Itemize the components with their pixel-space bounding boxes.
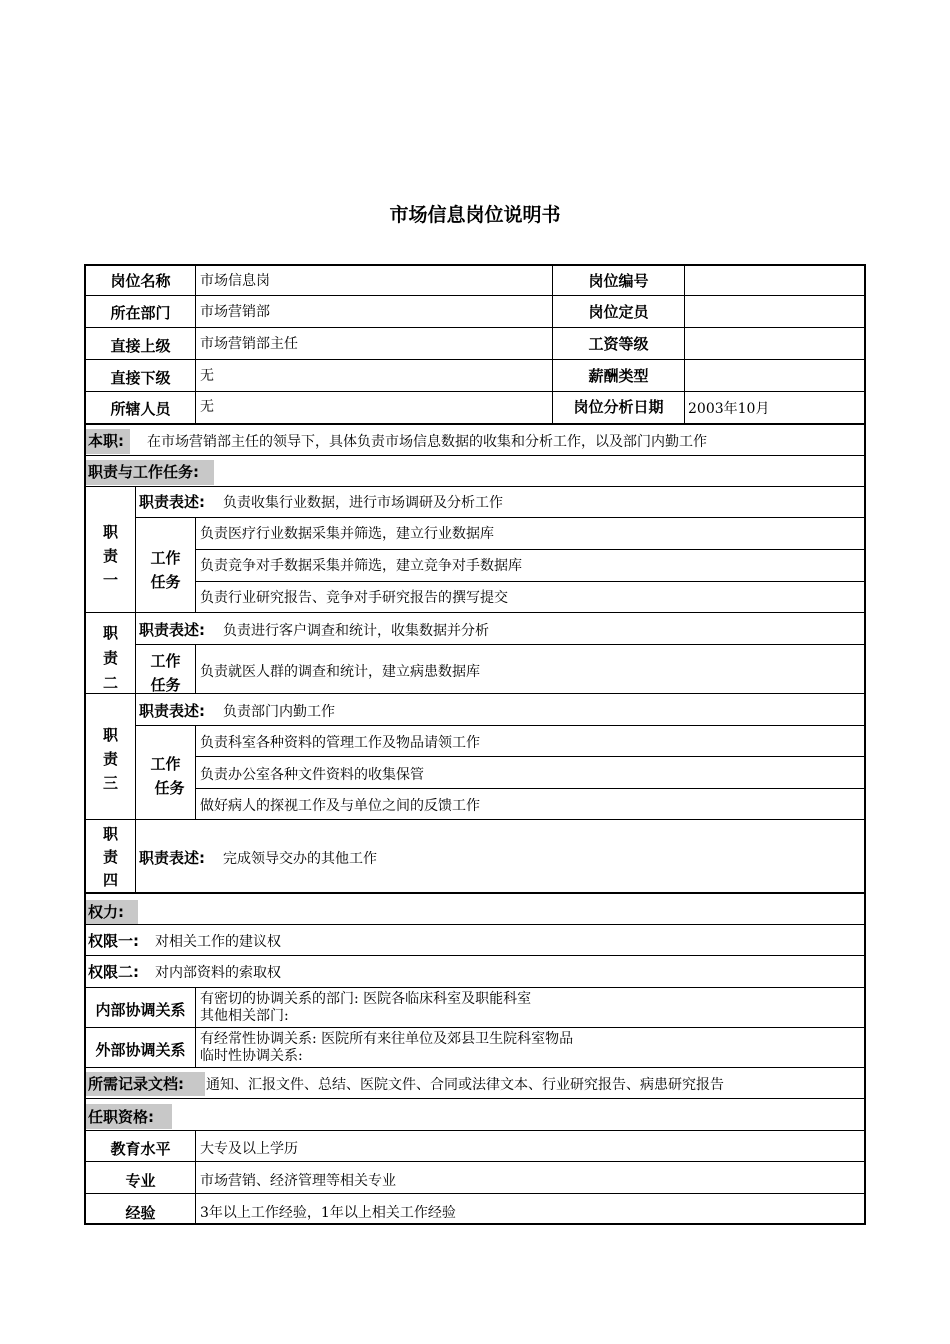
dept-label: 所在部门 [110,304,171,322]
row-divider [84,1067,866,1068]
duty-3-task: 负责办公室各种文件资料的收集保管 [200,767,424,783]
analysis-date-value: 2003年10月 [688,401,770,417]
authority-1-text: 对相关工作的建议权 [155,934,281,950]
duty-3-task: 负责科室各种资料的管理工作及物品请领工作 [200,735,480,751]
experience-label: 经验 [125,1204,156,1222]
row-divider [195,788,866,789]
staff-label: 所辖人员 [110,400,171,418]
position-no-label: 岗位编号 [588,272,649,290]
internal-coordination-line: 其他相关部门: [200,1008,289,1024]
position-name-label: 岗位名称 [110,272,171,290]
education-label: 教育水平 [110,1140,171,1158]
authority-2-text: 对内部资料的索取权 [155,965,281,981]
records-text: 通知、汇报文件、总结、医院文件、合同或法律文本、行业研究报告、病患研究报告 [206,1077,724,1093]
row-divider [195,549,866,550]
dept-value: 市场营销部 [200,304,270,320]
row-divider [84,1098,866,1099]
duty-2-label: 职 责 二 [102,624,118,692]
row-divider [195,756,866,757]
row-divider [84,423,866,425]
external-coordination-line: 临时性协调关系: [200,1048,303,1064]
analysis-date-label: 岗位分析日期 [573,398,664,416]
subordinate-label: 直接下级 [110,369,171,387]
col-divider [195,644,196,694]
duty-1-label: 职 责 一 [102,523,118,589]
table-right-border [864,264,866,1225]
internal-coordination-line: 有密切的协调关系的部门: 医院各临床科室及职能科室 [200,991,532,1007]
table-top-border [84,264,866,266]
duty-2-statement: 负责进行客户调查和统计，收集数据并分析 [223,623,489,639]
external-coordination-label: 外部协调关系 [95,1041,186,1059]
duty-4-label: 职 责 四 [102,825,118,889]
row-divider [84,1161,866,1162]
col-divider [195,517,196,613]
col-divider [684,264,685,424]
duty-2-statement-label: 职责表述: [139,621,205,639]
salary-grade-label: 工资等级 [588,335,649,353]
row-divider [84,1130,866,1131]
row-divider [84,612,866,613]
row-divider [135,725,866,726]
row-divider [195,581,866,582]
staff-value: 无 [200,399,214,415]
duty-1-task: 负责竞争对手数据采集并筛选，建立竞争对手数据库 [200,558,522,574]
duty-3-statement: 负责部门内勤工作 [223,704,335,720]
col-divider [195,725,196,820]
major-value: 市场营销、经济管理等相关专业 [200,1173,396,1189]
row-divider [84,455,866,456]
row-divider [135,517,866,518]
duty-1-statement-label: 职责表述: [139,493,205,511]
duty-3-task-label: 工作 任务 [150,755,185,797]
quota-label: 岗位定员 [588,303,649,321]
duty-1-task: 负责行业研究报告、竞争对手研究报告的撰写提交 [200,590,508,606]
duty-summary-label: 本职: [88,432,124,450]
major-label: 专业 [125,1172,156,1190]
duty-4-statement: 完成领导交办的其他工作 [223,851,377,867]
duty-3-label: 职 责 三 [102,726,118,792]
records-label: 所需记录文档: [88,1075,184,1093]
table-bottom-border [84,1223,866,1225]
row-divider [84,295,866,296]
duty-1-statement: 负责收集行业数据，进行市场调研及分析工作 [223,495,503,511]
duty-1-task-label: 工作 任务 [150,549,181,591]
row-divider [84,892,866,894]
subordinate-value: 无 [200,368,214,384]
duty-3-task: 做好病人的探视工作及与单位之间的反馈工作 [200,798,480,814]
col-divider [195,264,196,424]
row-divider [84,1027,866,1028]
external-coordination-line: 有经常性协调关系: 医院所有来往单位及郊县卫生院科室物品 [200,1031,574,1047]
row-divider [135,644,866,645]
row-divider [84,955,866,956]
pay-type-label: 薪酬类型 [588,367,649,385]
duty-4-statement-label: 职责表述: [139,849,205,867]
duty-summary-text: 在市场营销部主任的领导下，具体负责市场信息数据的收集和分析工作，以及部门内勤工作 [147,434,707,450]
authority-1-label: 权限一: [88,932,139,950]
row-divider [84,693,866,694]
duties-header: 职责与工作任务: [88,463,199,481]
row-divider [84,327,866,328]
qualification-header: 任职资格: [88,1108,154,1126]
position-name-value: 市场信息岗 [200,273,270,289]
document-title: 市场信息岗位说明书 [389,204,561,226]
authority-2-label: 权限二: [88,963,139,981]
row-divider [84,359,866,360]
row-divider [84,987,866,988]
education-value: 大专及以上学历 [200,1141,298,1157]
row-divider [84,391,866,392]
superior-value: 市场营销部主任 [200,336,298,352]
duty-1-task: 负责医疗行业数据采集并筛选，建立行业数据库 [200,526,494,542]
duty-2-task: 负责就医人群的调查和统计，建立病患数据库 [200,664,480,680]
superior-label: 直接上级 [110,337,171,355]
col-divider [195,987,196,1068]
row-divider [84,1193,866,1194]
authority-header: 权力: [88,903,124,921]
duty-3-statement-label: 职责表述: [139,702,205,720]
duty-2-task-label: 工作 任务 [150,652,181,694]
col-divider [195,1130,196,1225]
internal-coordination-label: 内部协调关系 [95,1001,186,1019]
row-divider [84,486,866,487]
experience-value: 3年以上工作经验，1年以上相关工作经验 [200,1205,456,1221]
row-divider [84,819,866,820]
row-divider [84,924,866,925]
